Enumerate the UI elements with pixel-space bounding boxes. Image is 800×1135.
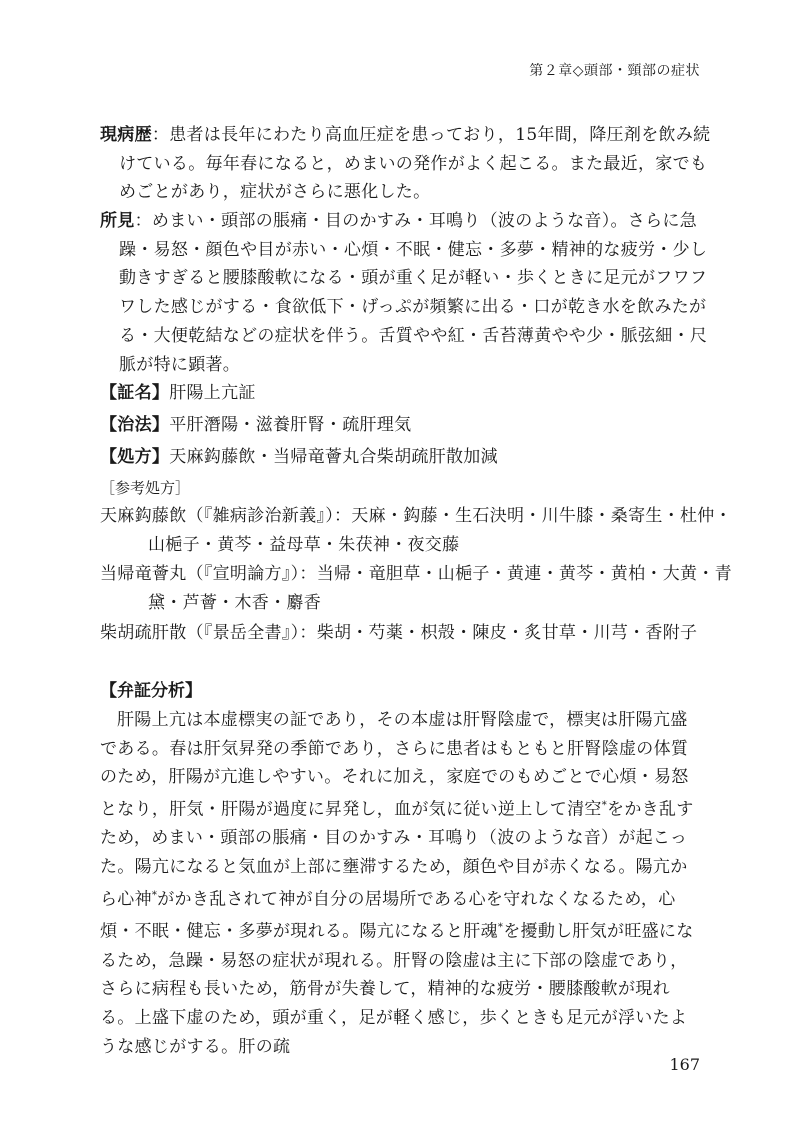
history-label: 現病歴 — [100, 125, 152, 145]
diagnosis-text: 肝陽上亢証 — [169, 383, 256, 403]
treatment-line — [100, 411, 700, 440]
history-paragraph — [100, 121, 719, 207]
reference-item-3: 柴胡疏肝散（『景岳全書』）：柴胡・芍薬・枳殻・陳皮・炙甘草・川芎・香附子 — [100, 623, 698, 643]
findings-text: ：めまい・頭部の脹痛・目のかすみ・耳鳴り（波のような音）。さらに急躁・易怒・顔色や目が赤い・心煩・不眠・健忘・多夢・精神的な疲労・少し動きすぎると腰膝酸軟になる・頭が重く足が軽い・歩くときに足元がフワフワした感じがする・食欲低下・げっぷが頻繁に出る・口が乾き水を飲みたがる・大便乾結などの症状を伴う。舌質やや紅・舌苔薄黄やや少・脈弦細・尺脈が特に顕著。 — [119, 211, 708, 375]
analysis-text-2: をかき乱すため，めまい・頭部の脹痛・目のかすみ・耳鳴り（波のような音）が起こった。陽亢になると気血が上部に壅滞するため，顔色や目が赤くなる。陽亢から心神 — [100, 799, 694, 910]
footnote-mark: * — [497, 922, 504, 934]
reference-item-1: 天麻鈎藤飲（『雑病診治新義』）：天麻・鈎藤・生石決明・川牛膝・桑寄生・杜仲・山梔子・黄芩・益母草・朱茯神・夜交藤 — [100, 506, 732, 555]
treatment-text: 平肝潛陽・滋養肝腎・疏肝理気 — [169, 415, 412, 435]
footnote-mark: * — [151, 889, 158, 901]
diagnosis-label: 【証名】 — [100, 383, 170, 403]
running-header: 第２章◇頭部・頸部の症状 — [529, 63, 700, 79]
treatment-label: 【治法】 — [100, 415, 170, 435]
prescription-label: 【処方】 — [100, 447, 170, 467]
analysis-paragraph — [100, 706, 700, 1061]
analysis-text-1: 肝陽上亢は本虚標実の証であり，その本虚は肝腎陰虚で，標実は肝陽亢盛である。春は肝気昇発の季節であり，さらに患者はもともと肝腎陰虚の体質のため，肝陽が亢進しやすい。それに加え，家庭でのもめごとで心煩・易怒となり，肝気・肝陽が過度に昇発し，血が気に従い逆上して清空 — [100, 710, 689, 820]
prescription-text: 天麻鈎藤飲・当帰竜薈丸合柴胡疏肝散加減 — [169, 447, 498, 467]
analysis-text-3: がかき乱されて神が自分の居場所である心を守れなくなるため，心煩・不眠・健忘・多夢が現れる。陽亢になると肝魂 — [100, 889, 676, 942]
footnote-mark: * — [601, 800, 608, 812]
findings-paragraph — [100, 207, 719, 379]
analysis-text-4: を擾動し肝気が旺盛になるため，急躁・易怒の症状が現れる。肝腎の陰虚は主に下部の陰虚であり，さらに病程も長いため，筋骨が失養して，精神的な疲労・腰膝酸軟が現れる。上盛下虚のため，頭が重く，足が軽く感じ，歩くときも足元が浮いたような感じがする。肝の疏 — [100, 921, 694, 1057]
history-text: ：患者は長年にわたり高血圧症を患っており，15年間，降圧剤を飲み続けている。毎年春になると，めまいの発作がよく起こる。また最近，家でもめごとがあり，症状がさらに悪化した。 — [119, 125, 711, 203]
page-number: 167 — [669, 1055, 700, 1074]
reference-heading: ［参考処方］ — [100, 479, 191, 497]
reference-item-2: 当帰竜薈丸（『宣明論方』）：当帰・竜胆草・山梔子・黄連・黄芩・黄柏・大黄・青黛・芦薈・木香・麝香 — [100, 564, 732, 613]
diagnosis-line — [100, 379, 700, 408]
prescription-line — [100, 443, 700, 472]
analysis-heading: 【弁証分析】 — [100, 681, 202, 701]
findings-label: 所見 — [100, 211, 135, 231]
